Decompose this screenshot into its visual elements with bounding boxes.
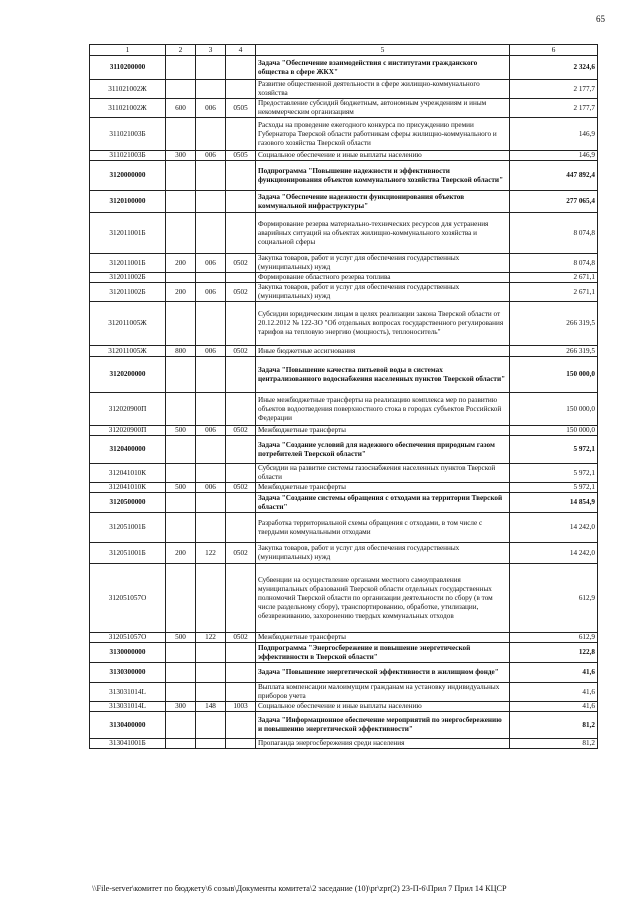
footer-file-path: \\File-server\комитет по бюджету\6 созыв\Документы комитета\2 заседание (10)\рr\zpr(2) 23-П-6\Прил 7 Прил 14 КЦСР — [92, 884, 507, 893]
row-code-cell: 312051001Б — [90, 513, 166, 543]
row-section-cell: 0502 — [226, 346, 256, 357]
row-description-cell: Пропаганда энергосбережения среди населения — [256, 739, 510, 749]
budget-table — [89, 44, 598, 749]
row-section-cell: 0502 — [226, 483, 256, 493]
row-code-cell: 312041010К — [90, 464, 166, 483]
row-section-cell — [226, 464, 256, 483]
table-row — [90, 273, 598, 283]
row-code-cell: 311021003Б — [90, 118, 166, 151]
row-section-cell — [226, 564, 256, 633]
row-ministry-cell: 006 — [196, 254, 226, 273]
row-description-cell: Межбюджетные трансферты — [256, 483, 510, 493]
row-ministry-cell — [196, 513, 226, 543]
row-description-cell: Социальное обеспечение и иные выплаты населению — [256, 151, 510, 161]
row-code-cell: 312041010К — [90, 483, 166, 493]
row-description-cell: Задача "Повышение качества питьевой воды в системах централизованного водоснабжения населенных пунктов Тверской области" — [256, 357, 510, 393]
row-amount-cell: 14 242,0 — [510, 543, 598, 564]
table-header-row — [90, 45, 598, 56]
row-description-cell: Развитие общественной деятельности в сфере жилищно-коммунального хозяйства — [256, 80, 510, 99]
row-amount-cell: 8 074,8 — [510, 254, 598, 273]
row-code-cell: 312020900П — [90, 426, 166, 436]
row-expense-type-cell — [166, 493, 196, 513]
row-description-cell: Расходы на проведение ежегодного конкурса по присуждению премии Губернатора Тверской области работникам сферы жилищно-коммунального и газового хозяйства Тверской области — [256, 118, 510, 151]
row-amount-cell: 5 972,1 — [510, 464, 598, 483]
row-amount-cell: 2 177,7 — [510, 99, 598, 118]
row-section-cell — [226, 663, 256, 683]
row-ministry-cell — [196, 436, 226, 464]
row-ministry-cell — [196, 564, 226, 633]
row-ministry-cell: 006 — [196, 151, 226, 161]
table-row — [90, 564, 598, 633]
row-description-cell: Субсидии юридическим лицам в целях реализации закона Тверской области от 20.12.2012 № 122-ЗО "Об отдельных вопросах государственного регулирования тарифов на тепловую энергию (мощность), теплоноситель" — [256, 302, 510, 346]
row-code-cell: 3130300000 — [90, 663, 166, 683]
row-amount-cell: 41,6 — [510, 683, 598, 702]
row-amount-cell: 2 671,1 — [510, 273, 598, 283]
row-expense-type-cell — [166, 683, 196, 702]
row-expense-type-cell — [166, 663, 196, 683]
row-ministry-cell — [196, 118, 226, 151]
row-section-cell: 0502 — [226, 254, 256, 273]
table-row — [90, 80, 598, 99]
row-expense-type-cell: 300 — [166, 702, 196, 712]
row-expense-type-cell — [166, 712, 196, 739]
row-code-cell: 312020900П — [90, 393, 166, 426]
row-amount-cell: 447 892,4 — [510, 161, 598, 191]
header-col-6: 6 — [510, 45, 598, 56]
row-ministry-cell: 006 — [196, 283, 226, 302]
row-section-cell — [226, 191, 256, 213]
row-description-cell: Субвенции на осуществление органами местного самоуправления муниципальных образований Тверской области отдельных государственных полномочий Тверской области по организации деятельности по сбору (в том числе раздельному сбору), транспортированию, обработке, утилизации, обезвреживанию, захоронению твердых коммунальных отходов — [256, 564, 510, 633]
row-description-cell: Предоставление субсидий бюджетным, автономным учреждениям и иным некоммерческим организациям — [256, 99, 510, 118]
row-ministry-cell — [196, 213, 226, 254]
table-row — [90, 464, 598, 483]
row-ministry-cell — [196, 643, 226, 663]
row-section-cell — [226, 683, 256, 702]
table-row — [90, 254, 598, 273]
row-amount-cell: 266 319,5 — [510, 346, 598, 357]
row-description-cell: Субсидии на развитие системы газоснабжения населенных пунктов Тверской области — [256, 464, 510, 483]
row-amount-cell: 2 324,6 — [510, 56, 598, 80]
row-code-cell: 312051057О — [90, 564, 166, 633]
table-row — [90, 161, 598, 191]
table-row — [90, 483, 598, 493]
row-amount-cell: 2 671,1 — [510, 283, 598, 302]
row-section-cell — [226, 213, 256, 254]
page-number: 65 — [596, 14, 605, 24]
row-expense-type-cell — [166, 118, 196, 151]
row-expense-type-cell: 300 — [166, 151, 196, 161]
row-code-cell: 312011001Б — [90, 213, 166, 254]
row-description-cell: Выплата компенсации малоимущим гражданам на установку индивидуальных приборов учета — [256, 683, 510, 702]
row-expense-type-cell — [166, 80, 196, 99]
row-code-cell: 3120100000 — [90, 191, 166, 213]
row-expense-type-cell: 800 — [166, 346, 196, 357]
row-description-cell: Задача "Повышение энергетической эффективности в жилищном фонде" — [256, 663, 510, 683]
row-amount-cell: 81,2 — [510, 712, 598, 739]
row-section-cell: 0505 — [226, 99, 256, 118]
row-code-cell: 313031014L — [90, 683, 166, 702]
row-section-cell: 1003 — [226, 702, 256, 712]
row-code-cell: 311021002Ж — [90, 80, 166, 99]
row-ministry-cell — [196, 739, 226, 749]
row-description-cell: Подпрограмма "Энергосбережение и повышение энергетической эффективности в Тверской области" — [256, 643, 510, 663]
row-description-cell: Межбюджетные трансферты — [256, 426, 510, 436]
table-row — [90, 543, 598, 564]
row-description-cell: Закупка товаров, работ и услуг для обеспечения государственных (муниципальных) нужд — [256, 543, 510, 564]
row-expense-type-cell: 500 — [166, 426, 196, 436]
row-section-cell — [226, 739, 256, 749]
row-amount-cell: 150 000,0 — [510, 393, 598, 426]
row-amount-cell: 266 319,5 — [510, 302, 598, 346]
table-row — [90, 633, 598, 643]
row-amount-cell: 146,9 — [510, 118, 598, 151]
row-code-cell: 312011002Б — [90, 273, 166, 283]
row-expense-type-cell: 200 — [166, 283, 196, 302]
row-expense-type-cell — [166, 213, 196, 254]
row-expense-type-cell — [166, 464, 196, 483]
row-ministry-cell: 006 — [196, 426, 226, 436]
row-description-cell: Социальное обеспечение и иные выплаты населению — [256, 702, 510, 712]
row-ministry-cell: 148 — [196, 702, 226, 712]
row-section-cell — [226, 357, 256, 393]
row-code-cell: 312051057О — [90, 633, 166, 643]
row-code-cell: 3130000000 — [90, 643, 166, 663]
row-section-cell — [226, 393, 256, 426]
row-ministry-cell — [196, 493, 226, 513]
header-col-5: 5 — [256, 45, 510, 56]
row-amount-cell: 14 242,0 — [510, 513, 598, 543]
row-amount-cell: 8 074,8 — [510, 213, 598, 254]
row-section-cell — [226, 80, 256, 99]
row-ministry-cell — [196, 464, 226, 483]
row-section-cell — [226, 436, 256, 464]
table-row — [90, 283, 598, 302]
row-description-cell: Задача "Информационное обеспечение мероприятий по энергосбережению и повышению энергетической эффективности" — [256, 712, 510, 739]
row-amount-cell: 81,2 — [510, 739, 598, 749]
row-amount-cell: 41,6 — [510, 702, 598, 712]
row-description-cell: Формирование областного резерва топлива — [256, 273, 510, 283]
row-ministry-cell — [196, 712, 226, 739]
row-code-cell: 3120200000 — [90, 357, 166, 393]
row-expense-type-cell — [166, 273, 196, 283]
row-section-cell — [226, 302, 256, 346]
header-col-1: 1 — [90, 45, 166, 56]
row-amount-cell: 14 854,9 — [510, 493, 598, 513]
row-code-cell: 3110200000 — [90, 56, 166, 80]
row-description-cell: Задача "Создание системы обращения с отходами на территории Тверской области" — [256, 493, 510, 513]
row-section-cell — [226, 118, 256, 151]
row-section-cell — [226, 273, 256, 283]
row-expense-type-cell — [166, 161, 196, 191]
row-description-cell: Задача "Обеспечение надежности функционирования объектов коммунальной инфраструктуры" — [256, 191, 510, 213]
row-expense-type-cell — [166, 436, 196, 464]
row-expense-type-cell: 500 — [166, 483, 196, 493]
row-amount-cell: 41,6 — [510, 663, 598, 683]
row-section-cell: 0505 — [226, 151, 256, 161]
table-row — [90, 643, 598, 663]
table-row — [90, 151, 598, 161]
row-code-cell: 312051001Б — [90, 543, 166, 564]
table-row — [90, 346, 598, 357]
row-description-cell: Разработка территориальной схемы обращения с отходами, в том числе с твердыми коммунальными отходами — [256, 513, 510, 543]
row-section-cell — [226, 161, 256, 191]
row-amount-cell: 612,9 — [510, 564, 598, 633]
row-description-cell: Задача "Обеспечение взаимодействия с институтами гражданского общества в сфере ЖКХ" — [256, 56, 510, 80]
row-section-cell — [226, 643, 256, 663]
row-section-cell — [226, 712, 256, 739]
table-row — [90, 56, 598, 80]
table-row — [90, 191, 598, 213]
header-col-3: 3 — [196, 45, 226, 56]
row-expense-type-cell — [166, 357, 196, 393]
row-code-cell: 3120000000 — [90, 161, 166, 191]
row-ministry-cell: 006 — [196, 483, 226, 493]
table-row — [90, 739, 598, 749]
row-ministry-cell: 006 — [196, 99, 226, 118]
row-amount-cell: 122,8 — [510, 643, 598, 663]
table-row — [90, 663, 598, 683]
row-ministry-cell — [196, 161, 226, 191]
row-section-cell: 0502 — [226, 283, 256, 302]
row-ministry-cell — [196, 393, 226, 426]
row-amount-cell: 5 972,1 — [510, 436, 598, 464]
row-section-cell: 0502 — [226, 633, 256, 643]
row-ministry-cell: 006 — [196, 346, 226, 357]
row-amount-cell: 2 177,7 — [510, 80, 598, 99]
row-expense-type-cell: 600 — [166, 99, 196, 118]
row-expense-type-cell — [166, 513, 196, 543]
header-col-4: 4 — [226, 45, 256, 56]
row-code-cell: 311021002Ж — [90, 99, 166, 118]
row-amount-cell: 5 972,1 — [510, 483, 598, 493]
table-row — [90, 213, 598, 254]
row-ministry-cell — [196, 683, 226, 702]
row-description-cell: Закупка товаров, работ и услуг для обеспечения государственных (муниципальных) нужд — [256, 283, 510, 302]
row-description-cell: Подпрограмма "Повышение надежности и эффективности функционирования объектов коммунального хозяйства Тверской области" — [256, 161, 510, 191]
row-ministry-cell — [196, 191, 226, 213]
row-section-cell: 0502 — [226, 543, 256, 564]
table-row — [90, 712, 598, 739]
row-amount-cell: 612,9 — [510, 633, 598, 643]
row-section-cell: 0502 — [226, 426, 256, 436]
row-expense-type-cell — [166, 643, 196, 663]
header-col-2: 2 — [166, 45, 196, 56]
row-ministry-cell — [196, 663, 226, 683]
row-ministry-cell — [196, 56, 226, 80]
row-description-cell: Формирование резерва материально-технических ресурсов для устранения аварийных ситуаций на объектах жилищно-коммунального хозяйства и социальной сферы — [256, 213, 510, 254]
row-description-cell: Закупка товаров, работ и услуг для обеспечения государственных (муниципальных) нужд — [256, 254, 510, 273]
row-amount-cell: 150 000,0 — [510, 426, 598, 436]
row-ministry-cell — [196, 80, 226, 99]
row-code-cell: 3130400000 — [90, 712, 166, 739]
row-description-cell: Иные межбюджетные трансферты на реализацию комплекса мер по развитию объектов водоотведения поверхностного стока в городах субъектов Российской Федерации — [256, 393, 510, 426]
table-row — [90, 302, 598, 346]
row-code-cell: 313031014L — [90, 702, 166, 712]
row-expense-type-cell — [166, 56, 196, 80]
row-code-cell: 312011001Б — [90, 254, 166, 273]
row-amount-cell: 277 065,4 — [510, 191, 598, 213]
row-expense-type-cell: 200 — [166, 254, 196, 273]
row-ministry-cell: 122 — [196, 633, 226, 643]
table-row — [90, 493, 598, 513]
table-body — [90, 56, 598, 749]
row-expense-type-cell — [166, 564, 196, 633]
row-expense-type-cell — [166, 191, 196, 213]
row-code-cell: 313041001Б — [90, 739, 166, 749]
row-section-cell — [226, 493, 256, 513]
row-ministry-cell: 122 — [196, 543, 226, 564]
table-row — [90, 436, 598, 464]
row-code-cell: 312011005Ж — [90, 346, 166, 357]
row-amount-cell: 150 000,0 — [510, 357, 598, 393]
table-row — [90, 426, 598, 436]
row-description-cell: Задача "Создание условий для надежного обеспечения природным газом потребителей Тверской области" — [256, 436, 510, 464]
row-code-cell: 312011002Б — [90, 283, 166, 302]
table-row — [90, 702, 598, 712]
row-expense-type-cell: 200 — [166, 543, 196, 564]
row-code-cell: 312011005Ж — [90, 302, 166, 346]
table-row — [90, 357, 598, 393]
row-description-cell: Иные бюджетные ассигнования — [256, 346, 510, 357]
row-section-cell — [226, 56, 256, 80]
row-expense-type-cell — [166, 302, 196, 346]
table-row — [90, 118, 598, 151]
row-code-cell: 311021003Б — [90, 151, 166, 161]
table-row — [90, 99, 598, 118]
row-expense-type-cell: 500 — [166, 633, 196, 643]
row-code-cell: 3120400000 — [90, 436, 166, 464]
row-description-cell: Межбюджетные трансферты — [256, 633, 510, 643]
row-expense-type-cell — [166, 739, 196, 749]
row-ministry-cell — [196, 273, 226, 283]
table-row — [90, 393, 598, 426]
row-ministry-cell — [196, 357, 226, 393]
table-row — [90, 683, 598, 702]
row-expense-type-cell — [166, 393, 196, 426]
row-section-cell — [226, 513, 256, 543]
row-amount-cell: 146,9 — [510, 151, 598, 161]
table-row — [90, 513, 598, 543]
row-ministry-cell — [196, 302, 226, 346]
row-code-cell: 3120500000 — [90, 493, 166, 513]
